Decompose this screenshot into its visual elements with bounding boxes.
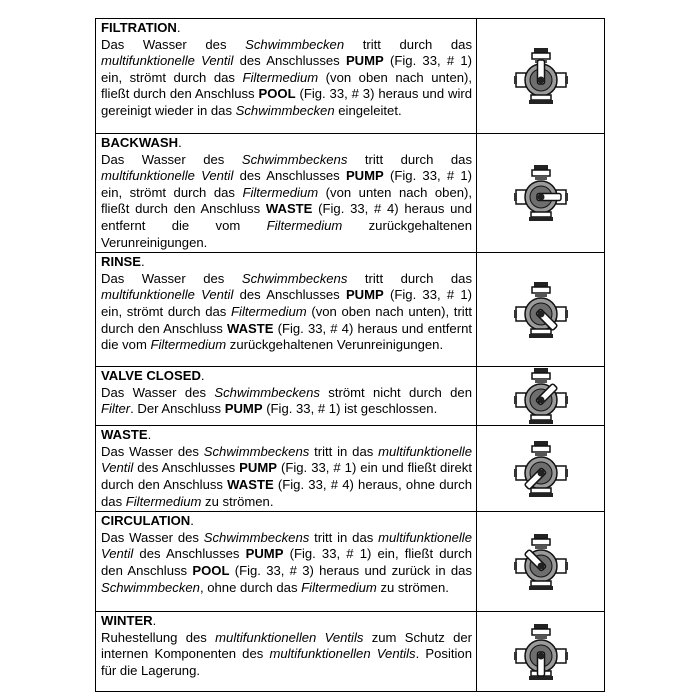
body-text: (von oben nach unten), fließt durch den Anschluss [101, 69, 473, 102]
body-text: . Position für die Lagerung. [101, 646, 472, 678]
valve-handle [537, 60, 544, 84]
description-text [96, 612, 476, 680]
body-text: (Fig. 33, # 1) ein, strömt durch das [101, 168, 472, 200]
position-title: BACKWASH. [101, 135, 182, 150]
description-text [96, 253, 476, 355]
body-text: tritt durch das [344, 36, 473, 52]
illustration-cell [477, 253, 605, 367]
body-text: zu strömen. [376, 579, 449, 595]
emphasis-text: multifunktionelle Ventil [101, 53, 234, 69]
description-cell [96, 253, 477, 367]
body-text: (Fig. 33, # 1) ein, fließt durch den Anschluss [101, 546, 472, 578]
description-text [96, 367, 476, 419]
body-text: Das Wasser des [101, 529, 204, 545]
body-text: Ruhestellung des [101, 629, 216, 645]
valve-position-row [96, 134, 605, 253]
emphasis-text: Schwimmbecken [245, 36, 345, 52]
port-name: WASTE [265, 201, 313, 217]
port-name: PUMP [345, 287, 384, 303]
body-text: des Anschlusses [133, 460, 240, 476]
description-text [96, 426, 476, 511]
port-name: PUMP [224, 401, 263, 417]
body-text: zum Schutz der internen Komponenten des [101, 629, 472, 662]
body-text: Das Wasser des [101, 36, 246, 52]
emphasis-text: Filtermedium [125, 493, 202, 509]
description-cell [96, 134, 477, 253]
position-title-text: VALVE CLOSED [101, 368, 201, 384]
valve-handle [537, 652, 544, 676]
valve-position-row [96, 512, 605, 612]
port-name: PUMP [345, 168, 384, 184]
valve-position-row [96, 253, 605, 367]
body-text: tritt durch das [347, 270, 472, 286]
illustration-cell [477, 426, 605, 512]
emphasis-text: Filtermedium [150, 337, 227, 353]
position-title: WINTER. [101, 613, 157, 629]
emphasis-text: Schwimmbeckens [214, 384, 320, 400]
description-cell [96, 19, 477, 134]
valve-position-row [96, 426, 605, 512]
valve-positions-table [95, 18, 605, 692]
emphasis-text: Filtermedium [242, 69, 319, 85]
emphasis-text: Schwimmbeckens [203, 529, 310, 545]
body-text: (Fig. 33, # 3) heraus und wird gereinigt wieder in das [101, 86, 473, 118]
position-title-text: FILTRATION [101, 20, 177, 35]
description-cell [96, 512, 477, 612]
emphasis-text: Filtermedium [231, 303, 307, 319]
emphasis-text: Schwimmbeckens [241, 270, 348, 286]
emphasis-text: Schwimmbeckens [241, 151, 348, 167]
body-text: (Fig. 33, # 4) heraus und entfernt die vom [101, 201, 472, 233]
emphasis-text: Filtermedium [301, 579, 377, 595]
illustration-cell [477, 134, 605, 253]
emphasis-text: multifunktionelle Ventil [101, 443, 472, 476]
multiport-valve-icon [513, 533, 569, 591]
port-name: PUMP [239, 460, 278, 476]
emphasis-text: multifunktionelle Ventil [101, 287, 234, 303]
valve-handle [537, 194, 561, 201]
emphasis-text: Schwimmbecken [235, 102, 335, 118]
position-title-text: WASTE [101, 427, 148, 443]
description-cell [96, 426, 477, 512]
port-name: WASTE [226, 320, 274, 336]
body-text: (von oben nach unten), tritt durch den Anschluss [101, 303, 472, 336]
position-title: CIRCULATION. [101, 513, 194, 529]
emphasis-text: Filter [101, 401, 131, 417]
body-text: des Anschlusses [133, 546, 246, 562]
illustration-cell [477, 612, 605, 692]
body-text: . Der Anschluss [130, 401, 225, 417]
position-title: FILTRATION. [101, 20, 181, 35]
body-text: (Fig. 33, # 1) ist geschlossen. [262, 401, 438, 417]
description-cell [96, 367, 477, 426]
body-text: des Anschlusses [233, 287, 346, 303]
body-text: (Fig. 33, # 1) ein, strömt durch das [101, 53, 472, 85]
multiport-valve-icon [513, 47, 569, 105]
valve-position-row [96, 367, 605, 426]
valve-position-row [96, 612, 605, 692]
body-text: (von unten nach oben), fließt durch den Anschluss [101, 184, 473, 217]
emphasis-text: Schwimmbeckens [203, 443, 310, 459]
body-text: tritt in das [309, 529, 379, 545]
body-text: , ohne durch das [199, 579, 302, 595]
port-name: PUMP [245, 546, 284, 562]
multiport-valve-icon [513, 164, 569, 222]
body-text: (Fig. 33, # 3) heraus und zurück in das [229, 562, 473, 578]
port-name: POOL [192, 562, 230, 578]
multiport-valve-icon [513, 440, 569, 498]
description-text [96, 134, 476, 252]
multiport-valve-icon [513, 367, 569, 425]
body-text: zurückgehaltenen Verunreinigungen. [226, 337, 444, 353]
position-title-text: RINSE [101, 254, 142, 270]
body-text: (Fig. 33, # 4) heraus und entfernt die vom [101, 320, 472, 353]
body-text: (Fig. 33, # 4) heraus, ohne durch das [101, 476, 472, 509]
description-text [96, 512, 476, 597]
body-text: tritt in das [309, 443, 379, 459]
port-name: WASTE [227, 476, 274, 492]
body-text: Das Wasser des [101, 151, 242, 167]
illustration-cell [477, 19, 605, 134]
body-text: (Fig. 33, # 1) ein und fließt direkt durch den Anschluss [101, 460, 472, 492]
valve-position-row [96, 19, 605, 134]
position-title-text: BACKWASH [101, 135, 179, 150]
multiport-valve-icon [513, 623, 569, 681]
body-text: Das Wasser des [101, 384, 215, 400]
emphasis-text: multifunktionelle Ventil [101, 529, 472, 562]
emphasis-text: multifunktionellen Ventils [269, 646, 416, 662]
multiport-valve-icon [513, 281, 569, 339]
position-title-text: WINTER [101, 613, 153, 629]
illustration-cell [477, 367, 605, 426]
emphasis-text: multifunktionellen Ventils [215, 629, 364, 645]
body-text: tritt durch das [347, 151, 472, 167]
position-title: RINSE. [101, 254, 145, 270]
body-text: zu strömen. [201, 493, 274, 509]
description-cell [96, 612, 477, 692]
position-title-text: CIRCULATION [101, 513, 191, 529]
emphasis-text: Schwimmbecken [101, 579, 200, 595]
body-text: eingeleitet. [334, 102, 402, 118]
position-title: WASTE. [101, 427, 152, 443]
body-text: des Anschlusses [233, 168, 346, 184]
emphasis-text: multifunktionelle Ventil [101, 168, 234, 184]
description-text [96, 19, 476, 121]
port-name: PUMP [345, 53, 384, 69]
body-text: Das Wasser des [101, 270, 242, 286]
emphasis-text: Filtermedium [266, 217, 343, 233]
emphasis-text: Filtermedium [242, 184, 319, 200]
position-title: VALVE CLOSED. [101, 368, 205, 384]
port-name: POOL [258, 86, 296, 102]
body-text: Das Wasser des [101, 443, 204, 459]
body-text: des Anschlusses [233, 53, 346, 69]
body-text: strömt nicht durch den [319, 384, 472, 400]
body-text: zurückgehaltenen Verunreinigungen. [101, 217, 472, 250]
body-text: (Fig. 33, # 1) ein, strömt durch das [101, 287, 472, 319]
illustration-cell [477, 512, 605, 612]
